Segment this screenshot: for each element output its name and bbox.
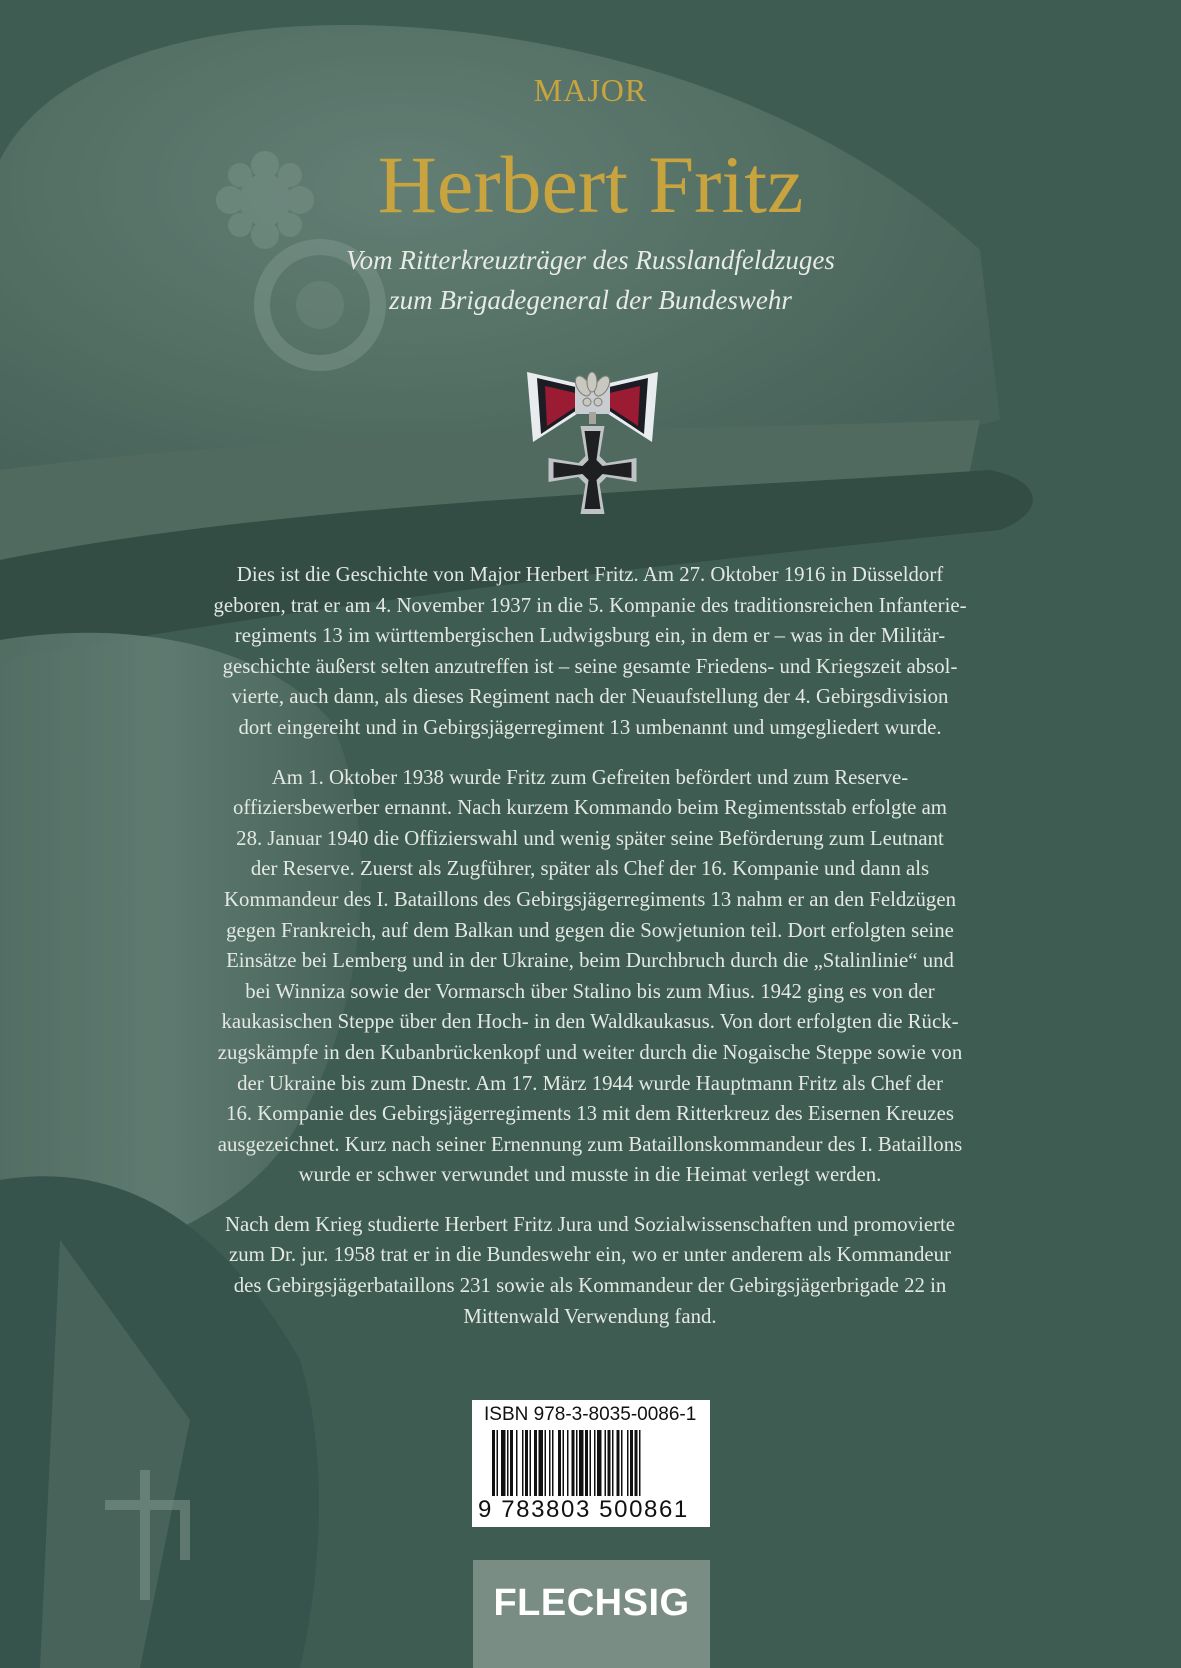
blurb-paragraph-1 [150, 560, 1030, 744]
subtitle-line: zum Brigadegeneral der Bundeswehr [389, 285, 792, 315]
rank-overline: MAJOR [533, 72, 648, 108]
text-line: Mittenwald Verwendung fand. [463, 1304, 717, 1328]
text-line: Kommandeur des I. Bataillons des Gebirgsjägerregiments 13 nahm er an den Feldzügen [224, 887, 956, 911]
text-line: offiziersbewerber ernannt. Nach kurzem Kommando beim Regimentsstab erfolgte am [233, 796, 947, 820]
blurb-paragraph-2 [150, 763, 1030, 1191]
publisher-name: FLECHSIG [493, 1582, 690, 1624]
text-line: geboren, trat er am 4. November 1937 in die 5. Kompanie des traditionsreichen Infanterie- [213, 593, 967, 617]
text-line: zugskämpfe in den Kubanbrückenkopf und weiter durch die Nogaische Steppe sowie von [217, 1040, 963, 1064]
subtitle-line: Vom Ritterkreuzträger des Russlandfeldzuges [346, 245, 835, 275]
book-title: Herbert Fritz [377, 139, 804, 230]
text-line: Einsätze bei Lemberg und in der Ukraine, beim Durchbruch durch die „Stalinlinie“ und [226, 949, 954, 973]
knights-cross-oak-leaves-icon [525, 372, 660, 517]
text-line: ausgezeichnet. Kurz nach seiner Ernennung zum Bataillonskommandeur des I. Bataillons [217, 1132, 963, 1156]
text-line: kaukasischen Steppe über den Hoch- in den Waldkaukasus. Von dort erfolgten die Rück- [221, 1010, 959, 1034]
isbn-barcode [472, 1400, 710, 1527]
text-line: zum Dr. jur. 1958 trat er in die Bundeswehr ein, wo er unter anderem als Kommandeur [229, 1243, 951, 1267]
text-line: Nach dem Krieg studierte Herbert Fritz Jura und Sozialwissenschaften und promovierte [225, 1212, 955, 1236]
text-line: gegen Frankreich, auf dem Balkan und gegen die Sowjetunion teil. Dort erfolgten seine [226, 918, 954, 942]
text-line: Am 1. Oktober 1938 wurde Fritz zum Gefreiten befördert und zum Reserve- [271, 765, 909, 789]
text-line: des Gebirgsjägerbataillons 231 sowie als Kommandeur der Gebirgsjägerbrigade 22 in [233, 1274, 947, 1298]
text-line: geschichte äußerst selten anzutreffen ist – seine gesamte Friedens- und Kriegszeit absol- [222, 654, 958, 678]
isbn-digits: 9 783803 500861 [478, 1496, 689, 1523]
text-line: wurde er schwer verwundet und musste in die Heimat verlegt werden. [298, 1163, 882, 1187]
text-line: dort eingereiht und in Gebirgsjägerregiment 13 umbenannt und umgegliedert wurde. [238, 715, 942, 739]
text-line: der Ukraine bis zum Dnestr. Am 17. März 1944 wurde Hauptmann Fritz als Chef der [237, 1071, 943, 1095]
text-line: Dies ist die Geschichte von Major Herbert Fritz. Am 27. Oktober 1916 in Düsseldorf [236, 563, 944, 586]
text-line: vierte, auch dann, als dieses Regiment nach der Neuaufstellung der 4. Gebirgsdivision [231, 685, 949, 709]
isbn-label: ISBN 978-3-8035-0086-1 [484, 1404, 697, 1425]
blurb-paragraph-3 [150, 1210, 1030, 1332]
text-line: 28. Januar 1940 die Offizierswahl und wenig später seine Beförderung zum Leutnant [236, 826, 944, 850]
barcode-bars-icon [492, 1430, 692, 1496]
text-line: regiments 13 im württembergischen Ludwigsburg ein, in dem er – was in der Militär- [234, 624, 946, 648]
publisher-logo [473, 1560, 710, 1668]
blurb-text [150, 560, 1030, 1351]
text-line: der Reserve. Zuerst als Zugführer, später als Chef der 16. Kompanie und dann als [250, 857, 930, 881]
text-line: 16. Kompanie des Gebirgsjägerregiments 13 mit dem Ritterkreuz des Eisernen Kreuzes [226, 1102, 954, 1126]
text-line: bei Winniza sowie der Vormarsch über Stalino bis zum Mius. 1942 ging es von der [245, 979, 935, 1003]
book-subtitle [0, 240, 1181, 320]
